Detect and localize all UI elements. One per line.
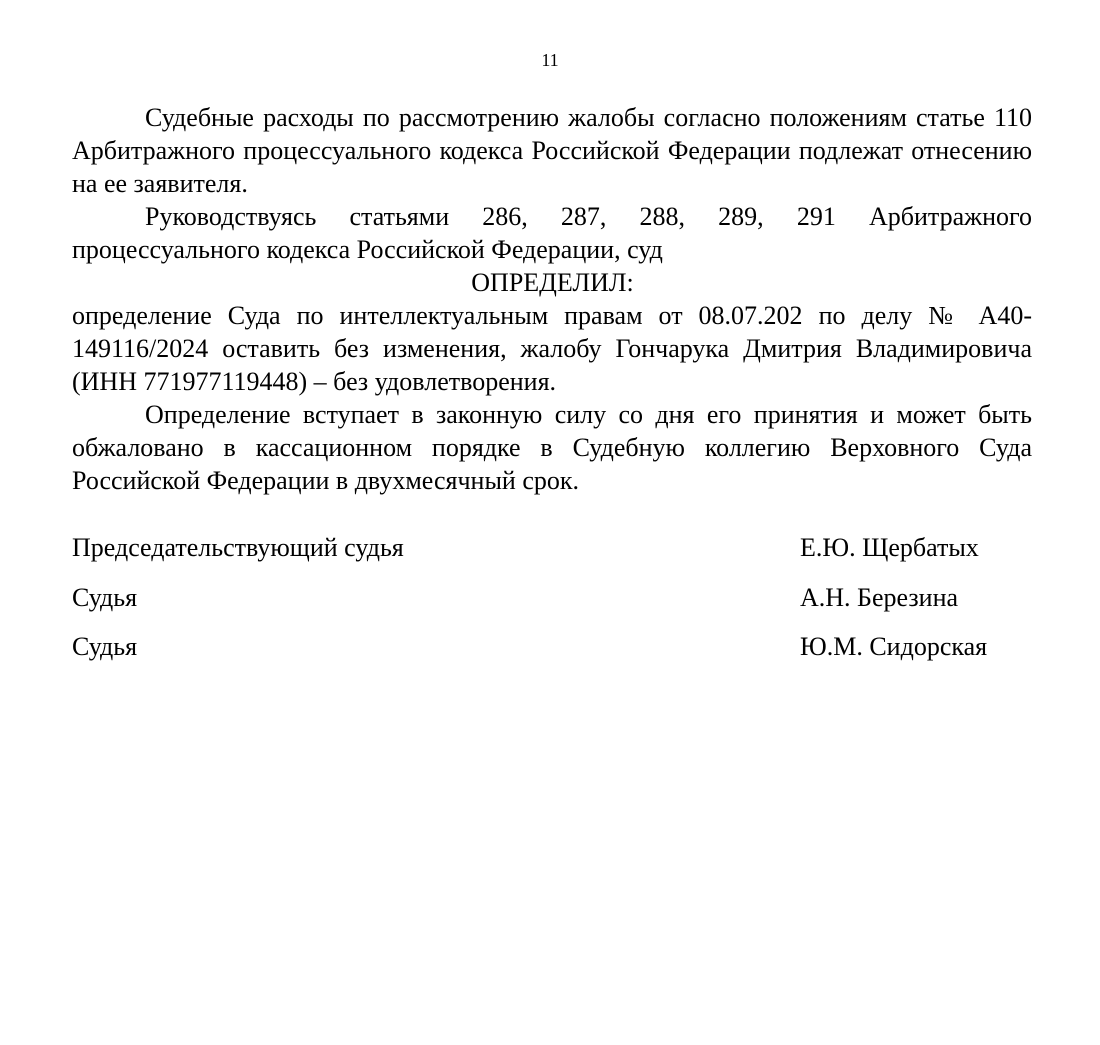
signature-row <box>72 630 1032 663</box>
signature-name: Ю.М. Сидорская <box>800 632 988 661</box>
ruling-heading: ОПРЕДЕЛИЛ: <box>471 268 634 297</box>
page-number: 11 <box>541 50 559 70</box>
signature-block <box>72 531 1032 680</box>
signature-role: Председательствующий судья <box>72 533 404 562</box>
signature-role: Судья <box>72 632 138 661</box>
signature-row <box>72 581 1032 614</box>
signature-row <box>72 531 1032 564</box>
paragraph-ruling: определение Суда по интеллектуальным правам от 08.07.202 по делу № А40-149116/2024 оставить без изменения, жалобу Гончарука Дмитрия Владимировича (ИНН 771977119448) – без удовлетворения. <box>72 301 1032 396</box>
signature-role: Судья <box>72 582 138 612</box>
signature-name: А.Н. Березина <box>800 582 959 612</box>
paragraph-court-costs: Судебные расходы по рассмотрению жалобы согласно положениям статье 110 Арбитражного процессуального кодекса Российской Федерации подлежат отнесению на ее заявителя. <box>72 103 1032 198</box>
signature-name: Е.Ю. Щербатых <box>800 533 979 562</box>
document-body <box>72 101 1032 497</box>
paragraph-legal-basis: Руководствуясь статьями 286, 287, 288, 289, 291 Арбитражного процессуального кодекса Российской Федерации, суд <box>72 202 1032 264</box>
paragraph-effect: Определение вступает в законную силу со дня его принятия и может быть обжаловано в кассационном порядке в Судебную коллегию Верховного Суда Российской Федерации в двухмесячный срок. <box>72 400 1032 495</box>
